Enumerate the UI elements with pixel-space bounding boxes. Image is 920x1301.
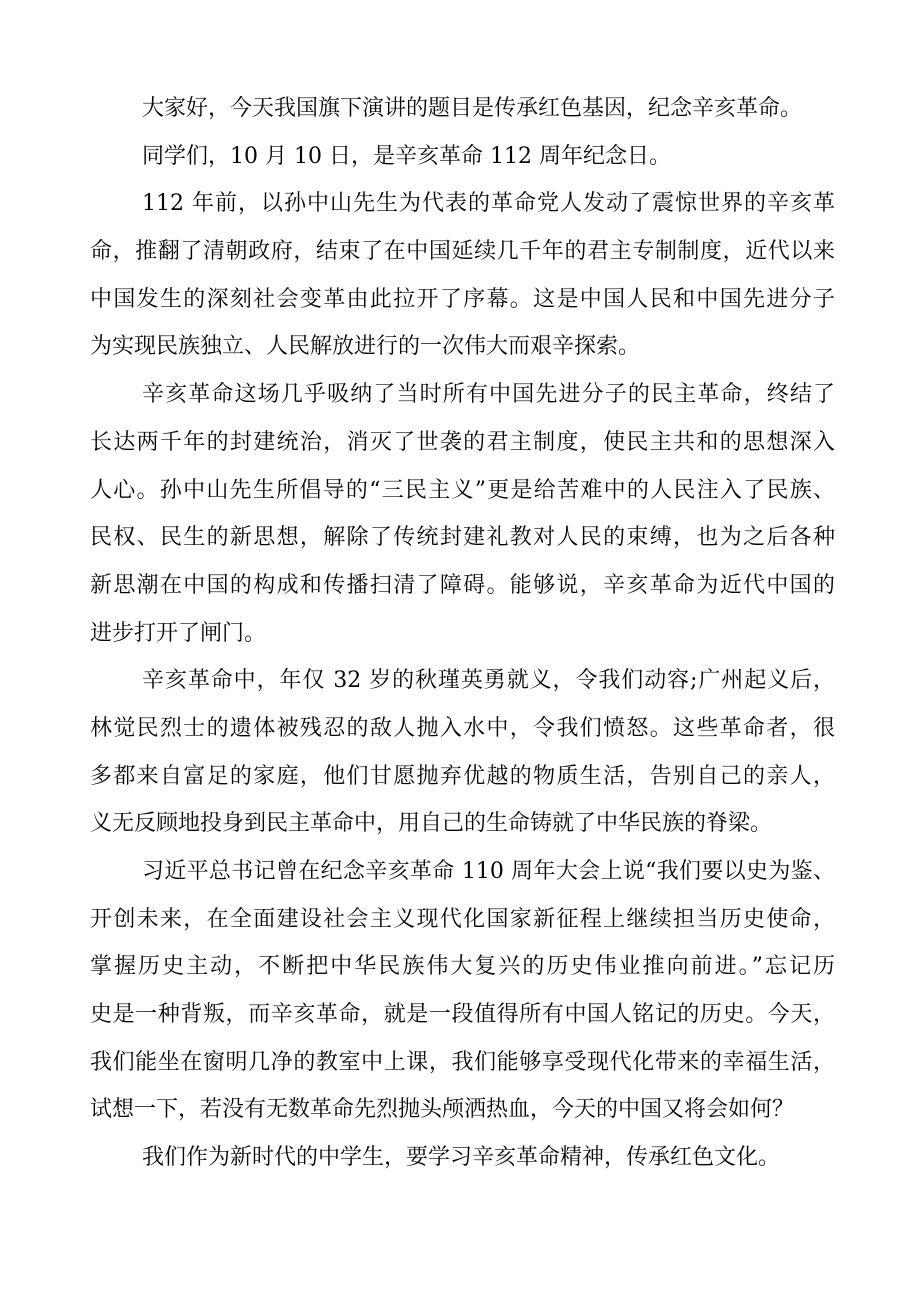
text-line: 史是一种背叛，而辛亥革命，就是一段值得所有中国人铭记的历史。今天，	[90, 1002, 835, 1028]
text-line: 大家好，今天我国旗下演讲的题目是传承红色基因，纪念辛亥革命。	[142, 96, 803, 121]
text-line: 林觉民烈士的遗体被残忍的敌人抛入水中，令我们愤怒。这些革命者，很	[90, 715, 835, 741]
text-line: 掌握历史主动，不断把中华民族伟大复兴的历史伟业推向前进。”忘记历	[90, 954, 835, 980]
text-line: 我们作为新时代的中学生，要学习辛亥革命精神，传承红色文化。	[142, 1145, 781, 1171]
text-line: 同学们，10 月 10 日，是辛亥革命 112 周年纪念日。	[142, 143, 671, 169]
text-line: 辛亥革命这场几乎吸纳了当时所有中国先进分子的民主革命，终结了	[142, 382, 835, 408]
text-line: 多都来自富足的家庭，他们甘愿抛弃优越的物质生活，告别自己的亲人，	[90, 763, 835, 789]
text-line: 辛亥革命中，年仅 32 岁的秋瑾英勇就义，令我们动容;广州起义后，	[142, 668, 835, 694]
text-line: 新思潮在中国的构成和传播扫清了障碍。能够说，辛亥革命为近代中国的	[90, 572, 835, 598]
text-line: 进步打开了闸门。	[90, 620, 267, 646]
text-line: 我们能坐在窗明几净的教室中上课，我们能够享受现代化带来的幸福生活，	[90, 1049, 835, 1075]
text-line: 义无反顾地投身到民主革命中，用自己的生命铸就了中华民族的脊梁。	[90, 811, 773, 837]
text-block	[90, 85, 835, 1182]
text-line: 习近平总书记曾在纪念辛亥革命 110 周年大会上说“我们要以史为鉴、	[142, 859, 835, 884]
text-line: 命，推翻了清朝政府，结束了在中国延续几千年的君主专制制度，近代以来	[90, 239, 835, 265]
text-line: 为实现民族独立、人民解放进行的一次伟大而艰辛探索。	[90, 334, 641, 360]
text-line: 中国发生的深刻社会变革由此拉开了序幕。这是中国人民和中国先进分子	[90, 286, 835, 312]
text-line: 试想一下，若没有无数革命先烈抛头颅洒热血，今天的中国又将会如何？	[90, 1097, 795, 1123]
text-line: 长达两千年的封建统治，消灭了世袭的君主制度，使民主共和的思想深入	[90, 429, 835, 455]
text-line: 开创未来，在全面建设社会主义现代化国家新征程上继续担当历史使命，	[90, 906, 835, 932]
text-line: 112 年前，以孙中山先生为代表的革命党人发动了震惊世界的辛亥革	[142, 191, 835, 217]
text-line: 人心。孙中山先生所倡导的“三民主义”更是给苦难中的人民注入了民族、	[90, 477, 835, 503]
text-line: 民权、民生的新思想，解除了传统封建礼教对人民的束缚，也为之后各种	[90, 525, 835, 551]
